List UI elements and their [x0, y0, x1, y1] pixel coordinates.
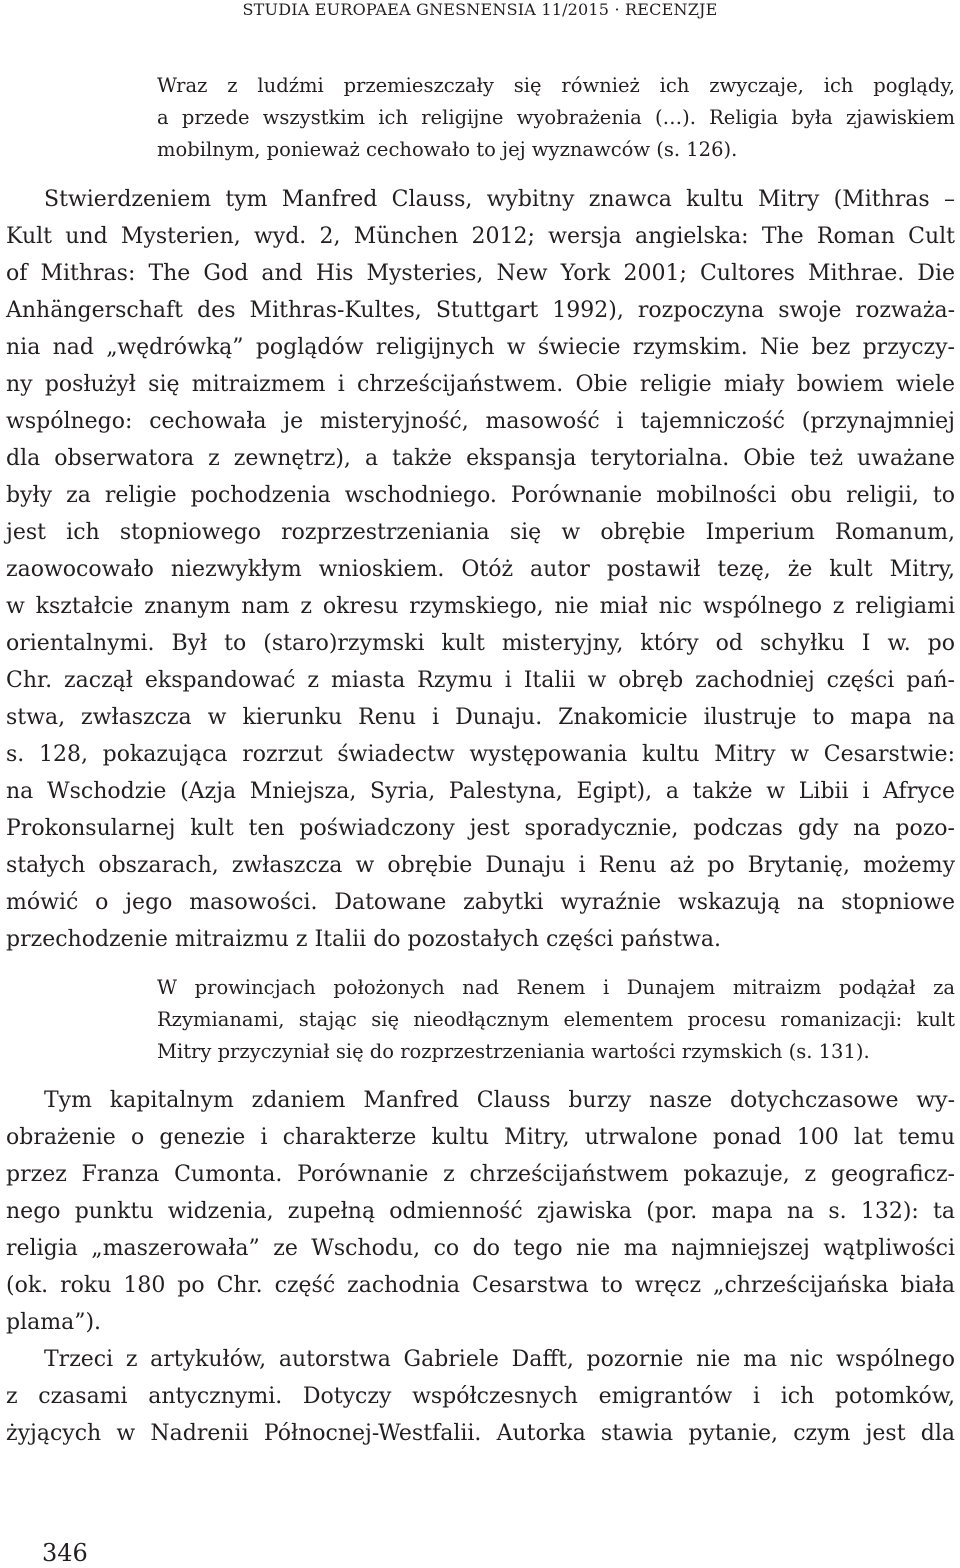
text-line: nego punktu widzenia, zupełną odmienność zjawiska (por. mapa na s. 132): ta [6, 1199, 955, 1224]
quote-line: mobilnym, ponieważ cechowało to jej wyznawców (s. 126). [157, 138, 738, 161]
page-number: 346 [42, 1539, 88, 1567]
text-line: s. 128, pokazująca rozrzut świadectw występowania kultu Mitry w Cesarstwie: [6, 742, 955, 767]
text-line: w kształcie znanym nam z okresu rzymskiego, nie miał nic wspólnego z religiami [6, 594, 955, 619]
text-line: of Mithras: The God and His Mysteries, New York 2001; Cultores Mithrae. Die [6, 261, 955, 286]
text-line: Chr. zaczął ekspandować z miasta Rzymu i Italii w obręb zachodniej części pań- [6, 668, 955, 693]
running-header: STUDIA EUROPAEA GNESNENSIA 11/2015 · RECENZJE [242, 0, 718, 19]
text-line: orientalnymi. Był to (staro)rzymski kult misteryjny, który od schyłku I w. po [6, 631, 955, 656]
text-line: Trzeci z artykułów, autorstwa Gabriele Dafft, pozornie nie ma nic wspólnego [44, 1347, 955, 1372]
text-line: dla obserwatora z zewnętrz), a także ekspansja terytorialna. Obie też uważane [6, 446, 955, 471]
text-line: były za religie pochodzenia wschodniego. Porównanie mobilności obu religii, to [6, 483, 955, 508]
text-line: wspólnego: cechowała je misteryjność, masowość i tajemniczość (przynajmniej [6, 409, 955, 434]
text-line: jest ich stopniowego rozprzestrzeniania się w obrębie Imperium Romanum, [6, 520, 955, 545]
quote-line: Mitry przyczyniał się do rozprzestrzeniania wartości rzymskich (s. 131). [157, 1040, 870, 1063]
text-line: Anhängerschaft des Mithras-Kultes, Stuttgart 1992), rozpoczyna swoje rozważa- [6, 298, 955, 323]
text-line: stwa, zwłaszcza w kierunku Renu i Dunaju. Znakomicie ilustruje to mapa na [6, 705, 955, 730]
text-line: (ok. roku 180 po Chr. część zachodnia Cesarstwa to wręcz „chrześcijańska biała [6, 1273, 955, 1298]
text-line: plama”). [6, 1310, 102, 1335]
text-line: z czasami antycznymi. Dotyczy współczesnych emigrantów i ich potomków, [6, 1384, 955, 1409]
text-line: ny posłużył się mitraizmem i chrześcijaństwem. Obie religie miały bowiem wiele [6, 372, 955, 397]
text-line: żyjących w Nadrenii Północnej-Westfalii. Autorka stawia pytanie, czym jest dla [6, 1421, 955, 1446]
text-line: Stwierdzeniem tym Manfred Clauss, wybitny znawca kultu Mitry (Mithras – [44, 187, 955, 212]
quote-line: a przede wszystkim ich religijne wyobrażenia (…). Religia była zjawiskiem [157, 106, 955, 129]
text-line: stałych obszarach, zwłaszcza w obrębie Dunaju i Renu aż po Brytanię, możemy [6, 853, 955, 878]
text-line: zaowocowało niezwykłym wnioskiem. Otóż autor postawił tezę, że kult Mitry, [6, 557, 955, 582]
quote-line: Rzymianami, stając się nieodłącznym elementem procesu romanizacji: kult [157, 1008, 955, 1031]
text-line: Prokonsularnej kult ten poświadczony jest sporadycznie, podczas gdy na pozo- [6, 816, 955, 841]
quote-line: Wraz z ludźmi przemieszczały się również ich zwyczaje, ich poglądy, [157, 74, 955, 97]
text-line: obrażenie o genezie i charakterze kultu Mitry, utrwalone ponad 100 lat temu [6, 1125, 955, 1150]
text-line: Tym kapitalnym zdaniem Manfred Clauss burzy nasze dotychczasowe wy- [44, 1088, 955, 1113]
text-line: mówić o jego masowości. Datowane zabytki wyraźnie wskazują na stopniowe [6, 890, 955, 915]
quote-line: W prowincjach położonych nad Renem i Dunajem mitraizm podążał za [157, 976, 955, 999]
text-line: przez Franza Cumonta. Porównanie z chrześcijaństwem pokazuje, z geograficz- [6, 1162, 955, 1187]
text-line: religia „maszerowała” ze Wschodu, co do tego nie ma najmniejszej wątpliwości [6, 1236, 955, 1261]
text-line: przechodzenie mitraizmu z Italii do pozostałych części państwa. [6, 927, 721, 952]
text-line: nia nad „wędrówką” poglądów religijnych w świecie rzymskim. Nie bez przyczy- [6, 335, 955, 360]
text-line: na Wschodzie (Azja Mniejsza, Syria, Palestyna, Egipt), a także w Libii i Afryce [6, 779, 955, 804]
text-line: Kult und Mysterien, wyd. 2, München 2012; wersja angielska: The Roman Cult [6, 224, 955, 249]
